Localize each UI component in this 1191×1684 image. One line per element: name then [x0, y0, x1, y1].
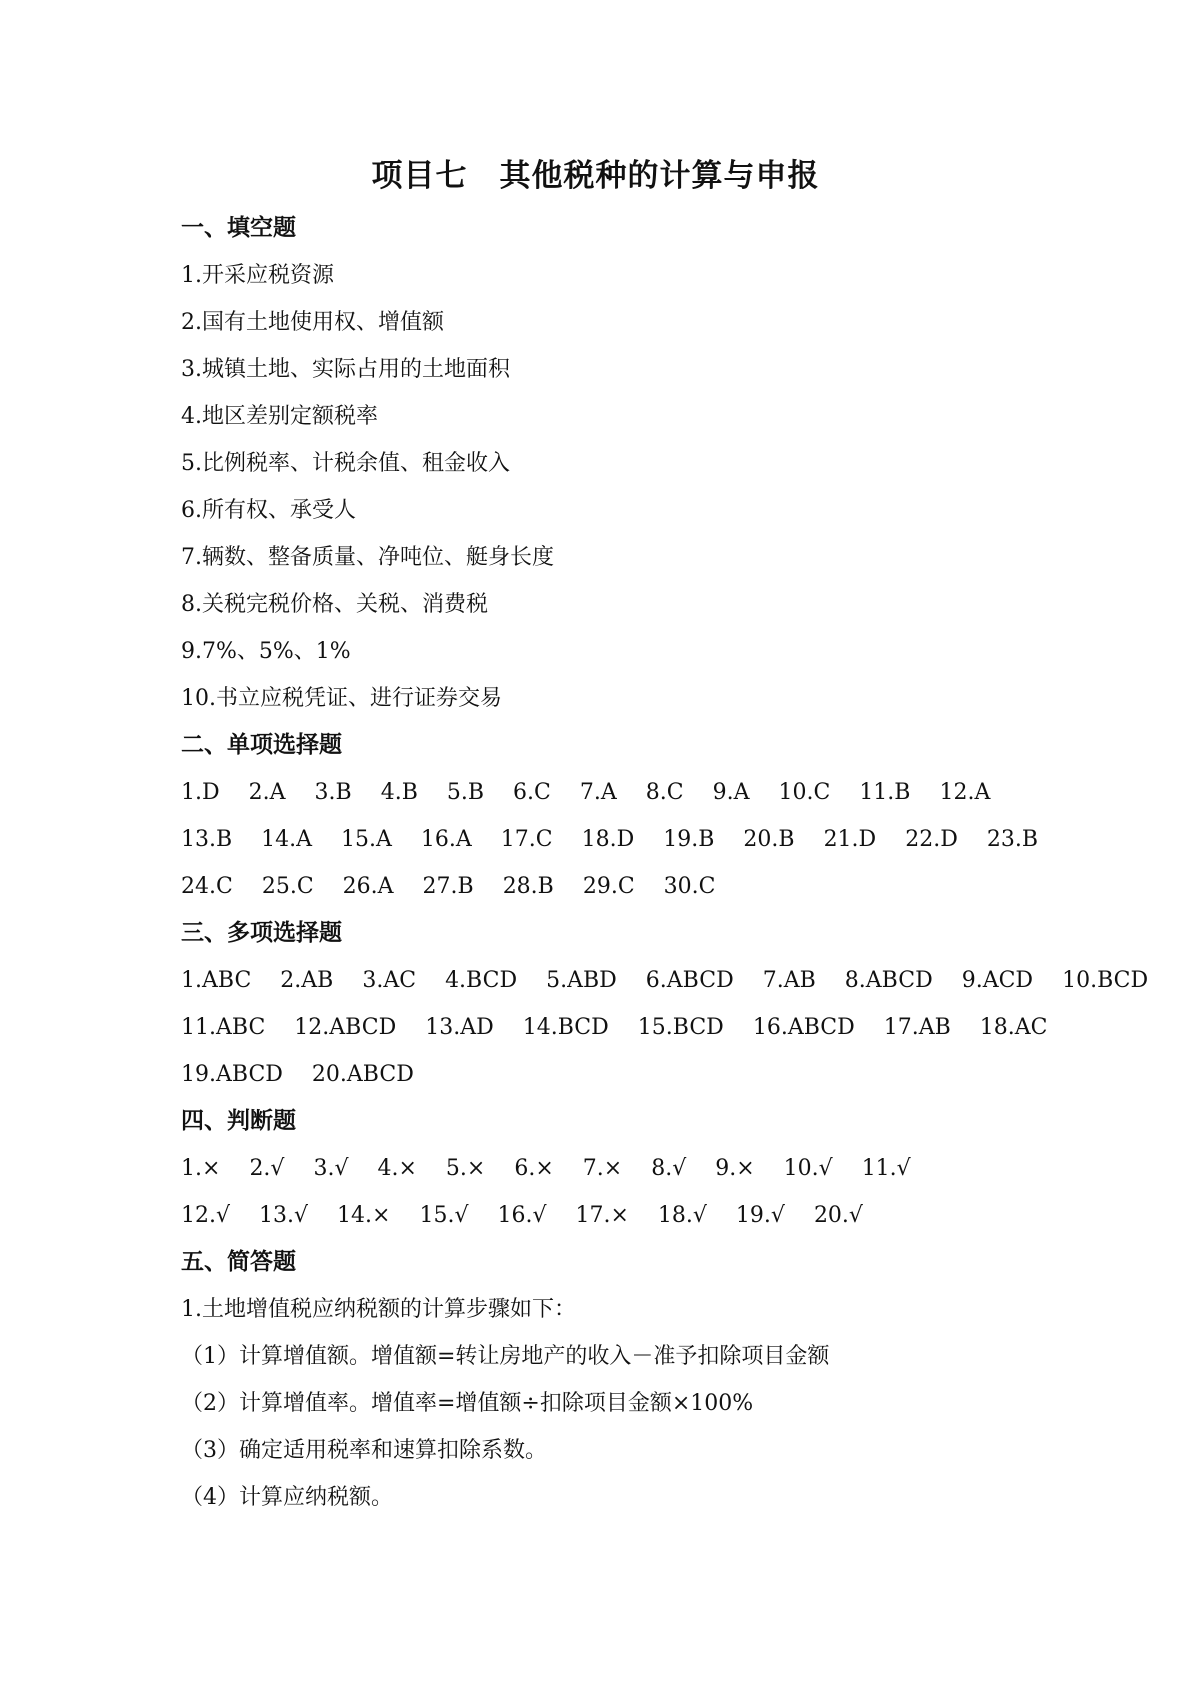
answer-item: 8.C — [645, 780, 684, 805]
short-answer-step: （1）计算增值额。增值额=转让房地产的收入－准予扣除项目金额 — [181, 1344, 830, 1369]
short-answer-step: （3）确定适用税率和速算扣除系数。 — [181, 1438, 547, 1463]
fill-blank-answer: 3.城镇土地、实际占用的土地面积 — [181, 357, 510, 382]
answer-item: 18.AC — [979, 1015, 1048, 1040]
answer-item: 6.C — [513, 780, 551, 805]
answer-item: 10.BCD — [1062, 968, 1149, 993]
answer-item: 6.× — [514, 1156, 554, 1181]
answer-item: 1.D — [181, 780, 220, 805]
answer-item: 5.B — [446, 780, 485, 805]
answer-item: 17.× — [575, 1203, 629, 1228]
answer-item: 5.ABD — [546, 968, 617, 993]
answer-item: 16.√ — [497, 1203, 547, 1228]
answer-item: 7.A — [579, 780, 617, 805]
fill-blank-answer: 1.开采应税资源 — [181, 263, 334, 288]
multiple-choice-row — [181, 1004, 1081, 1051]
answer-item: 1.× — [181, 1156, 221, 1181]
answer-item: 17.AB — [883, 1015, 951, 1040]
section-heading-multiple-choice: 三、多项选择题 — [181, 920, 342, 946]
answer-item: 9.ACD — [961, 968, 1034, 993]
multiple-choice-row — [181, 957, 1149, 1004]
answer-item: 19.ABCD — [181, 1062, 283, 1087]
answer-item: 1.ABC — [181, 968, 252, 993]
single-choice-row — [181, 769, 1081, 816]
answer-item: 15.BCD — [637, 1015, 724, 1040]
answer-item: 15.√ — [419, 1203, 469, 1228]
short-answer-step: （4）计算应纳税额。 — [181, 1485, 393, 1510]
answer-item: 20.ABCD — [311, 1062, 414, 1087]
answer-item: 14.BCD — [522, 1015, 609, 1040]
fill-blank-answer: 5.比例税率、计税余值、租金收入 — [181, 451, 510, 476]
answer-item: 22.D — [905, 827, 958, 852]
answer-item: 3.AC — [362, 968, 417, 993]
single-choice-row — [181, 863, 1081, 910]
answer-item: 30.C — [663, 874, 716, 899]
answer-item: 19.B — [663, 827, 715, 852]
fill-blank-answer: 7.辆数、整备质量、净吨位、艇身长度 — [181, 545, 554, 570]
fill-blank-answer: 2.国有土地使用权、增值额 — [181, 310, 444, 335]
answer-item: 3.√ — [313, 1156, 349, 1181]
answer-item: 28.B — [502, 874, 554, 899]
short-answer-step: （2）计算增值率。增值率=增值额÷扣除项目金额×100% — [181, 1391, 754, 1416]
page-title: 项目七 其他税种的计算与申报 — [371, 158, 820, 194]
answer-item: 14.A — [261, 827, 313, 852]
answer-item: 20.B — [743, 827, 795, 852]
true-false-row — [181, 1192, 1081, 1239]
answer-item: 16.A — [420, 827, 472, 852]
fill-blank-answer: 6.所有权、承受人 — [181, 498, 356, 523]
answer-item: 10.√ — [783, 1156, 833, 1181]
answer-item: 9.A — [712, 780, 750, 805]
answer-item: 12.√ — [181, 1203, 231, 1228]
answer-item: 29.C — [582, 874, 635, 899]
true-false-row — [181, 1145, 1081, 1192]
fill-blank-answer: 4.地区差别定额税率 — [181, 404, 378, 429]
answer-item: 10.C — [778, 780, 831, 805]
answer-item: 16.ABCD — [752, 1015, 855, 1040]
answer-item: 2.A — [248, 780, 286, 805]
answer-item: 13.B — [181, 827, 233, 852]
answer-item: 25.C — [261, 874, 314, 899]
single-choice-row — [181, 816, 1081, 863]
answer-item: 23.B — [986, 827, 1038, 852]
answer-item: 9.× — [715, 1156, 755, 1181]
answer-item: 2.√ — [249, 1156, 285, 1181]
answer-item: 11.√ — [861, 1156, 911, 1181]
answer-item: 3.B — [314, 780, 352, 805]
answer-item: 20.√ — [813, 1203, 863, 1228]
answer-item: 27.B — [422, 874, 474, 899]
answer-item: 6.ABCD — [645, 968, 734, 993]
answer-item: 21.D — [823, 827, 877, 852]
answer-item: 5.× — [445, 1156, 486, 1181]
section-heading-fill-blank: 一、填空题 — [181, 215, 296, 241]
answer-item: 4.BCD — [445, 968, 518, 993]
multiple-choice-row — [181, 1051, 1081, 1098]
section-heading-short-answer: 五、简答题 — [181, 1249, 296, 1275]
answer-item: 7.AB — [762, 968, 816, 993]
document-content — [181, 205, 1149, 1521]
answer-item: 18.D — [581, 827, 635, 852]
fill-blank-answer: 9.7%、5%、1% — [181, 639, 351, 664]
answer-item: 12.A — [939, 780, 991, 805]
answer-item: 17.C — [500, 827, 553, 852]
answer-item: 8.√ — [651, 1156, 687, 1181]
answer-item: 4.B — [380, 780, 418, 805]
short-answer-question: 1.土地增值税应纳税额的计算步骤如下： — [181, 1297, 576, 1322]
answer-item: 19.√ — [735, 1203, 785, 1228]
fill-blank-answer: 10.书立应税凭证、进行证券交易 — [181, 686, 502, 711]
answer-item: 12.ABCD — [294, 1015, 397, 1040]
answer-item: 26.A — [342, 874, 394, 899]
fill-blank-answer: 8.关税完税价格、关税、消费税 — [181, 592, 488, 617]
answer-item: 4.× — [377, 1156, 417, 1181]
answer-item: 8.ABCD — [844, 968, 933, 993]
answer-item: 18.√ — [657, 1203, 707, 1228]
answer-item: 15.A — [341, 827, 392, 852]
answer-item: 24.C — [181, 874, 233, 899]
section-heading-true-false: 四、判断题 — [181, 1108, 296, 1134]
answer-item: 11.ABC — [181, 1015, 266, 1040]
answer-item: 14.× — [337, 1203, 391, 1228]
section-heading-single-choice: 二、单项选择题 — [181, 732, 342, 758]
answer-item: 11.B — [859, 780, 911, 805]
answer-item: 13.√ — [259, 1203, 309, 1228]
answer-item: 2.AB — [280, 968, 334, 993]
answer-item: 13.AD — [425, 1015, 494, 1040]
answer-item: 7.× — [582, 1156, 623, 1181]
